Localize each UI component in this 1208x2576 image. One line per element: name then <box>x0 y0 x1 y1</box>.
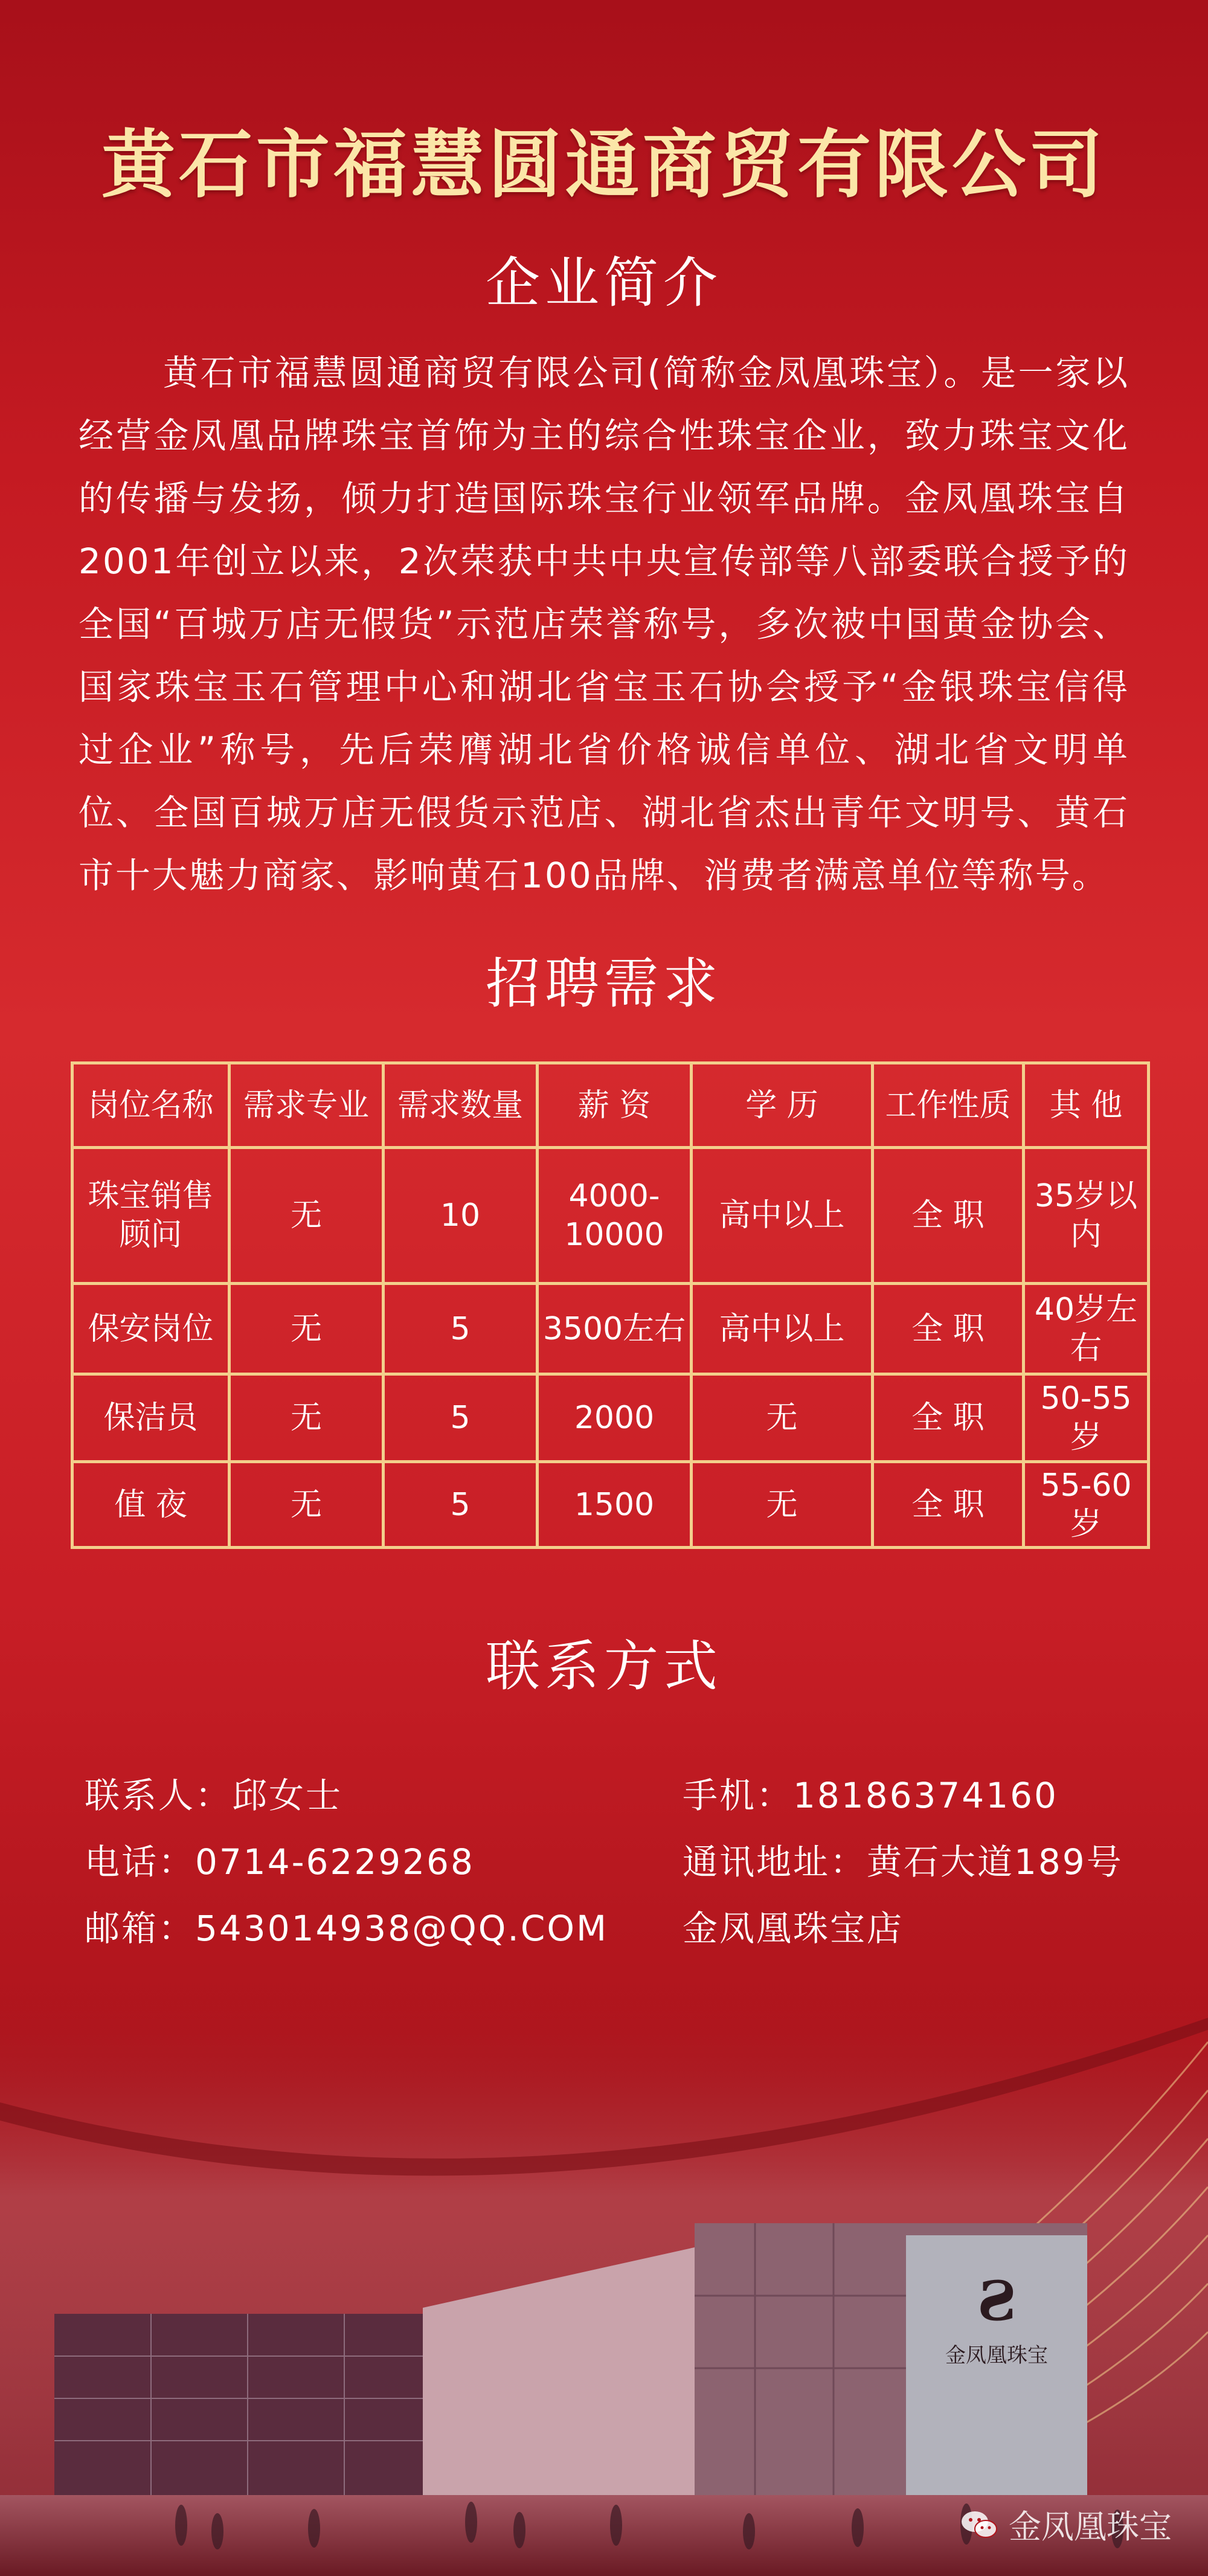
table-cell: 5 <box>384 1374 538 1462</box>
table-cell: 4000-10000 <box>538 1148 692 1284</box>
storefront-illustration <box>0 1994 1208 2576</box>
header-cell: 工作性质 <box>873 1063 1024 1148</box>
intro-text: 黄石市福慧圆通商贸有限公司(简称金凤凰珠宝）。是一家以经营金凤凰品牌珠宝首饰为主的综合性珠宝企业，致力珠宝文化的传播与发扬，倾力打造国际珠宝行业领军品牌。金凤凰珠宝自2001年创立以来，2次荣获中共中央宣传部等八部委联合授予的全国“百城万店无假货”示范店荣誉称号，多次被中国黄金协会、国家珠宝玉石管理中心和湖北省宝玉石协会授予“金银珠宝信得过企业”称号，先后荣膺湖北省价格诚信单位、湖北省文明单位、全国百城万店无假货示范店、湖北省杰出青年文明号、黄石市十大魅力商家、影响黄石100品牌、消费者满意单位等称号。 <box>79 352 1129 896</box>
table-cell: 无 <box>692 1462 873 1548</box>
storefront-photo <box>0 1994 1208 2576</box>
table-cell: 5 <box>384 1462 538 1548</box>
contact-email: 邮箱：543014938@QQ.COM <box>85 1908 609 1949</box>
contact-store: 金凤凰珠宝店 <box>683 1908 904 1949</box>
watermark <box>960 2501 1172 2548</box>
table-cell: 无 <box>230 1284 384 1374</box>
recruitment-table <box>71 1061 1150 1549</box>
table-cell: 无 <box>692 1374 873 1462</box>
header-cell: 需求数量 <box>384 1063 538 1148</box>
table-cell: 无 <box>230 1148 384 1284</box>
table-cell: 5 <box>384 1284 538 1374</box>
watermark-text: 金凤凰珠宝 <box>1009 2508 1172 2546</box>
contact-address: 通讯地址：黄石大道189号 <box>683 1841 1123 1882</box>
table-cell: 55-60岁 <box>1024 1462 1149 1548</box>
table-cell: 保洁员 <box>72 1374 230 1462</box>
header-cell: 其 他 <box>1024 1063 1149 1148</box>
table-row <box>72 1462 1149 1548</box>
table-cell: 保安岗位 <box>72 1284 230 1374</box>
table-cell: 全 职 <box>873 1374 1024 1462</box>
table-row <box>72 1148 1149 1284</box>
table-cell: 1500 <box>538 1462 692 1548</box>
header-cell: 薪 资 <box>538 1063 692 1148</box>
table-cell: 全 职 <box>873 1284 1024 1374</box>
table-cell: 3500左右 <box>538 1284 692 1374</box>
contact-mobile: 手机：18186374160 <box>683 1775 1058 1816</box>
table-cell: 50-55岁 <box>1024 1374 1149 1462</box>
intro-heading: 企业简介 <box>486 251 722 315</box>
table-row <box>72 1374 1149 1462</box>
table-row <box>72 1284 1149 1374</box>
header-cell: 学 历 <box>692 1063 873 1148</box>
header-cell: 需求专业 <box>230 1063 384 1148</box>
header-cell: 岗位名称 <box>72 1063 230 1148</box>
table-cell: 全 职 <box>873 1148 1024 1284</box>
building-logo-mark: Ƨ <box>977 2269 1017 2333</box>
contact-person: 联系人：邱女士 <box>85 1775 343 1816</box>
contact-heading: 联系方式 <box>486 1635 722 1698</box>
company-title: 黄石市福慧圆通商贸有限公司 <box>101 121 1107 208</box>
table-cell: 珠宝销售顾问 <box>72 1148 230 1284</box>
table-cell: 高中以上 <box>692 1148 873 1284</box>
contact-phone: 电话：0714-6229268 <box>85 1841 475 1882</box>
table-cell: 40岁左右 <box>1024 1284 1149 1374</box>
table-cell: 35岁以内 <box>1024 1148 1149 1284</box>
wechat-icon <box>960 2510 999 2540</box>
table-cell: 无 <box>230 1374 384 1462</box>
table-cell: 全 职 <box>873 1462 1024 1548</box>
table-cell: 值 夜 <box>72 1462 230 1548</box>
recruit-heading: 招聘需求 <box>486 952 722 1016</box>
table-cell: 高中以上 <box>692 1284 873 1374</box>
table-cell: 10 <box>384 1148 538 1284</box>
table-header-row <box>72 1063 1149 1148</box>
table-cell: 无 <box>230 1462 384 1548</box>
table-cell: 2000 <box>538 1374 692 1462</box>
building-sign: 金凤凰珠宝 <box>945 2343 1048 2368</box>
